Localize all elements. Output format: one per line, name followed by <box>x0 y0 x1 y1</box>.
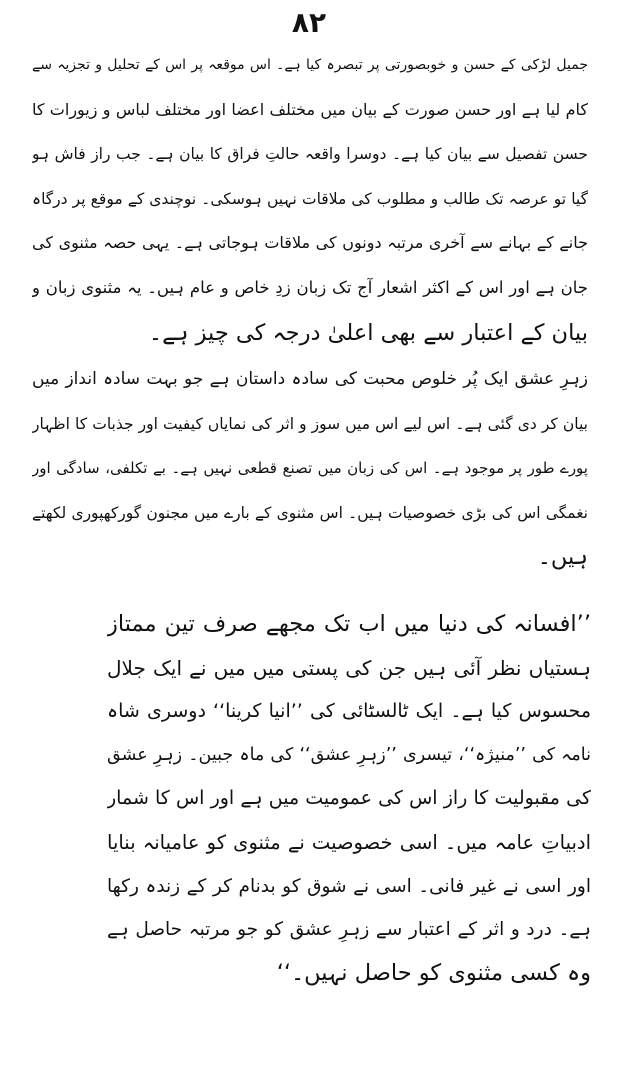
quote-line: محسوس کیا ہے۔ ایک ٹالسٹائی کی ’’انیا کرینا‘‘ دوسری شاہ <box>107 700 591 723</box>
paragraph-1 <box>32 43 588 355</box>
paragraph-line: بیان کر دی گئی ہے۔ اس لیے اس میں سوز و اثر کی نمایاں کیفیت اور جذبات کا اظہار <box>32 414 588 433</box>
paragraph-line: جان ہے اور اس کے اکثر اشعار آج تک زبان زدِ خاص و عام ہیں۔ یہ مثنوی زبان و <box>32 277 588 297</box>
paragraph-line: جمیل لڑکی کے حسن و خوبصورتی پر تبصرہ کیا ہے۔ اس موقعہ پر اس کے تحلیل و تجزیہ سے <box>32 57 588 73</box>
paragraph-line: جانے کے بہانے سے آخری مرتبہ دونوں کی ملاقات ہوجاتی ہے۔ یہی حصہ مثنوی کی <box>32 233 588 253</box>
page-number: ۸۲ <box>291 6 327 39</box>
paragraph-line: حسن تفصیل سے بیان کیا ہے۔ دوسرا واقعہ حالتِ فراق کا بیان ہے۔ جب راز فاش ہو <box>32 145 588 164</box>
paragraph-line: بیان کے اعتبار سے بھی اعلیٰ درجہ کی چیز ہے۔ <box>148 319 588 346</box>
paragraph-line: نغمگی اس کی بڑی خصوصیات ہیں۔ اس مثنوی کے بارے میں مجنون گورکھپوری لکھتے <box>32 503 588 522</box>
quote-line: ہستیاں نظر آئی ہیں جن کی پستی میں میں نے ایک جلال <box>107 655 591 680</box>
quote-line: وہ کسی مثنوی کو حاصل نہیں۔‘‘ <box>276 959 591 986</box>
quote-line: ادبیاتِ عامہ میں۔ اسی خصوصیت نے مثنوی کو عامیانہ بنایا <box>107 830 591 854</box>
paragraph-line: زہرِ عشق ایک پُر خلوص محبت کی سادہ داستان ہے جو بہت سادہ انداز میں <box>32 369 588 389</box>
paragraph-line: ہیں۔ <box>537 544 588 571</box>
block-quote <box>107 603 591 995</box>
quote-line: ’’افسانہ کی دنیا میں اب تک مجھے صرف تین ممتاز <box>107 611 591 637</box>
paragraph-line: کام لیا ہے اور حسن صورت کے بیان میں مختلف اعضا اور مختلف لباس و زیورات کا <box>32 99 588 119</box>
paragraph-2 <box>32 357 588 580</box>
quote-line: اور اسی نے غیر فانی۔ اسی نے شوق کو بدنام کر کے زندہ رکھا <box>107 875 591 897</box>
paragraph-line: گیا تو عرصہ تک طالب و مطلوب کی ملاقات نہیں ہوسکی۔ نوچندی کے موقع پر درگاہ <box>32 189 588 208</box>
quote-line: ہے۔ درد و اثر کے اعتبار سے زہرِ عشق کو جو مرتبہ حاصل ہے <box>107 919 591 941</box>
paragraph-line: پورے طور پر موجود ہے۔ اس کی زبان میں تصنع قطعی نہیں ہے۔ بے تکلفی، سادگی اور <box>32 459 588 478</box>
quote-line: نامہ کی ’’منیژہ‘‘، تیسری ’’زہرِ عشق‘‘ کی ماہ جبین۔ زہرِ عشق <box>107 744 591 765</box>
quote-line: کی مقبولیت کا راز اس کی عمومیت میں ہے اور اس کا شمار <box>107 787 591 810</box>
